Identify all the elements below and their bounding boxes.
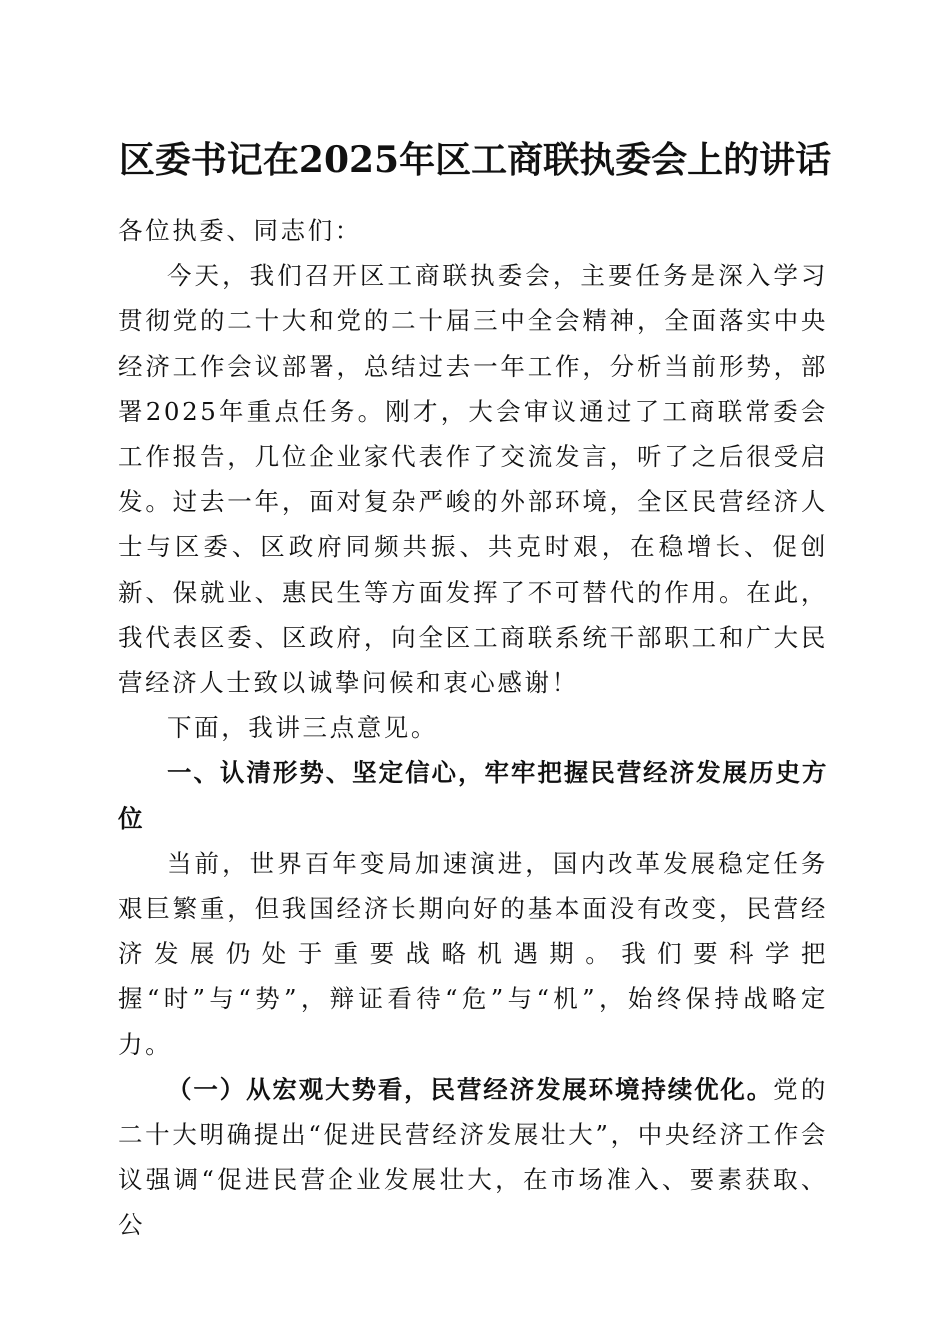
paragraph-situation: 当前，世界百年变局加速演进，国内改革发展稳定任务艰巨繁重，但我国经济长期向好的基本面没有改变，民营经济发展仍处于重要战略机遇期。我们要科学把握“时”与“势”，辩证看待“危”与“机”，始终保持战略定力。	[118, 848, 828, 1059]
document-body	[118, 208, 828, 1248]
section-heading-1: 一、认清形势、坚定信心，牢牢把握民营经济发展历史方位	[118, 758, 828, 833]
salutation: 各位执委、同志们：	[118, 216, 362, 245]
subsection-1	[118, 1067, 828, 1248]
paragraph-transition: 下面，我讲三点意见。	[167, 713, 438, 743]
document-title: 区委书记在2025年区工商联执委会上的讲话	[118, 139, 832, 181]
paragraph-intro: 今天，我们召开区工商联执委会，主要任务是深入学习贯彻党的二十大和党的二十届三中全会精神，全面落实中央经济工作会议部署，总结过去一年工作，分析当前形势，部署2025年重点任务。刚才，大会审议通过了工商联常委会工作报告，几位企业家代表作了交流发言，听了之后很受启发。过去一年，面对复杂严峻的外部环境，全区民营经济人士与区委、区政府同频共振、共克时艰，在稳增长、促创新、保就业、惠民生等方面发挥了不可替代的作用。在此，我代表区委、区政府，向全区工商联系统干部职工和广大民营经济人士致以诚挚问候和衷心感谢！	[118, 261, 828, 698]
subsection-1-lead: （一）从宏观大势看，民营经济发展环境持续优化。	[167, 1074, 774, 1104]
subsection-1-text: 党的二十大明确提出“促进民营经济发展壮大”，中央经济工作会议强调“促进民营企业发展壮大，在市场准入、要素获取、公	[118, 1074, 828, 1240]
